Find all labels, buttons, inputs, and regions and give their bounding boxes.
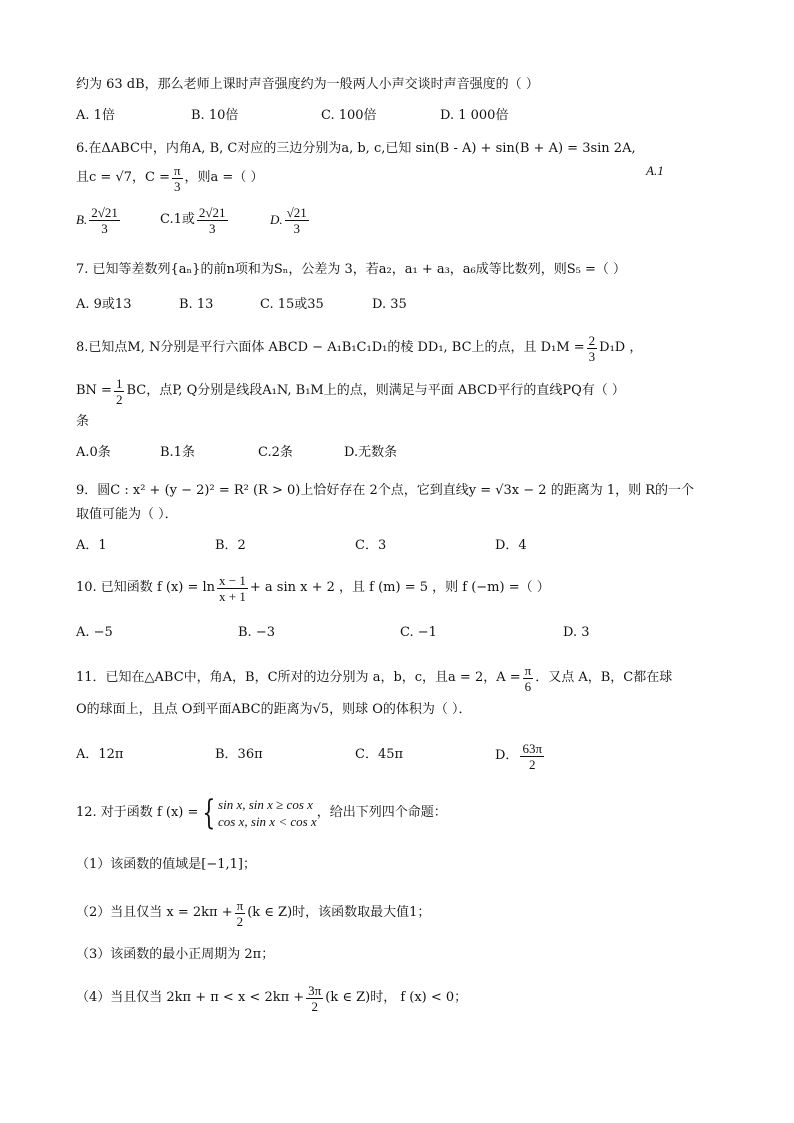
q11-line2: O的球面上，且点 O到平面ABC的距离为√5，则球 O的体积为（ ）． [76, 702, 472, 717]
q8-option-a: A.0条 [76, 445, 111, 460]
q8-line2-fraction [114, 376, 125, 407]
q12-proposition-3: （3）该函数的最小正周期为 2π； [76, 947, 275, 962]
q6-option-d-fraction [285, 205, 309, 236]
q11-option-d [495, 736, 546, 776]
q6-line2-text-a: 且c = √7，C = [76, 170, 170, 185]
q5-option-c: C. 100倍 [321, 108, 377, 123]
fraction-numerator: 3π [308, 982, 322, 998]
q8-option-c: C.2条 [258, 445, 293, 460]
q9-option-b: B．2 [215, 538, 246, 553]
q11-option-d-label: D． [495, 748, 519, 763]
q12-proposition-4 [76, 978, 467, 1018]
q10-option-b: B. −3 [238, 625, 275, 640]
q11-line1-text-b: ．又点 A，B，C都在球 [535, 670, 673, 685]
q10-stem-text-b: + a sin x + 2 ，且 f (m) = 5 ，则 f (−m) =（ ） [249, 580, 550, 595]
q12-p2-fraction [235, 898, 246, 929]
q7-option-b: B. 13 [179, 297, 214, 312]
q6-option-c [160, 200, 230, 240]
q12-p2-text-b: (k ∈ Z)时，该函数取最大值1； [247, 905, 431, 920]
q12-piecewise-cases [218, 796, 317, 830]
q6-fraction [172, 163, 183, 194]
q12-p2-text-a: （2）当且仅当 x = 2kπ + [76, 905, 233, 920]
fraction-numerator: √21 [286, 204, 307, 220]
fraction-denominator: 2 [236, 913, 244, 929]
q11-option-d-fraction [520, 741, 544, 772]
fraction-denominator: 3 [101, 220, 108, 236]
q12-p4-fraction [306, 983, 323, 1014]
fraction-denominator: x + 1 [219, 588, 246, 604]
q5-option-d: D. 1 000倍 [440, 108, 509, 123]
fraction-denominator: 3 [293, 220, 300, 236]
q6-option-c-fraction [197, 205, 228, 236]
q6-line2 [76, 160, 263, 196]
fraction-denominator: 2 [528, 756, 536, 772]
q6-option-d-label: D. [270, 212, 283, 227]
fraction-numerator: 2 [588, 332, 596, 348]
q11-line1-text-a: 11．已知在△ABC中，角A，B，C所对的边分别为 a，b，c，且a = 2，A = [76, 670, 521, 685]
fraction-numerator: π [173, 162, 181, 178]
q7-stem: 7. 已知等差数列{aₙ}的前n项和为Sₙ，公差为 3，若a₂，a₁ + a₃，a₆成等比数列，则S₅ =（ ） [76, 262, 627, 277]
q8-line1-fraction [587, 333, 598, 364]
q6-option-b [76, 200, 122, 240]
q8-line1-text-b: D₁D ， [599, 340, 643, 355]
q12-case-1: sin x, sin x ≥ cos x [218, 797, 313, 812]
q6-option-b-fraction [89, 205, 120, 236]
q10-fraction [217, 573, 248, 604]
q9-line2: 取值可能为（ ）． [76, 507, 178, 522]
q10-stem [76, 568, 550, 608]
q9-option-d: D．4 [495, 538, 527, 553]
q5-option-a: A. 1倍 [76, 108, 115, 123]
q6-option-d [270, 200, 311, 240]
q8-line1 [76, 328, 642, 368]
q8-line2 [76, 371, 625, 411]
q9-option-a: A．1 [76, 538, 107, 553]
q6-line2-text-b: ，则a =（ ） [184, 170, 264, 185]
q6-option-b-label: B. [76, 212, 88, 227]
q10-option-a: A. −5 [76, 625, 113, 640]
fraction-numerator: π [236, 897, 244, 913]
q10-option-c: C. −1 [400, 625, 437, 640]
q9-option-c: C．3 [355, 538, 387, 553]
fraction-denominator: 3 [588, 348, 596, 364]
q6-option-a: A.1 [646, 163, 664, 178]
q5-stem: 约为 63 dB，那么老师上课时声音强度约为一般两人小声交谈时声音强度的（ ） [76, 77, 539, 92]
q9-line1: 9．圆C : x² + (y − 2)² = R² (R > 0)上恰好存在 2个点，它到直线y = √3x − 2 的距离为 1，则 R的一个 [76, 483, 695, 498]
fraction-numerator: 2√21 [198, 204, 226, 220]
q10-option-d: D. 3 [563, 625, 590, 640]
q8-option-d: D.无数条 [344, 445, 398, 460]
q12-stem [76, 790, 447, 836]
q12-p4-text-a: （4）当且仅当 2kπ + π < x < 2kπ + [76, 990, 305, 1005]
q12-proposition-2 [76, 893, 430, 933]
fraction-denominator: 6 [524, 678, 532, 694]
q12-case-2: cos x, sin x < cos x [218, 814, 317, 829]
fraction-denominator: 3 [174, 178, 181, 194]
q8-line2-text-a: BN = [76, 383, 112, 398]
left-brace-icon: { [202, 793, 216, 833]
q12-p4-text-b: (k ∈ Z)时， f (x) < 0； [325, 990, 468, 1005]
q12-stem-text-b: ，给出下列四个命题： [316, 805, 447, 820]
q12-proposition-1: （1）该函数的值域是[−1,1]； [76, 857, 256, 872]
q10-stem-text-a: 10. 已知函数 f (x) = ln [76, 580, 216, 595]
fraction-numerator: 63π [522, 740, 543, 756]
q11-line1 [76, 658, 672, 698]
fraction-denominator: 2 [311, 998, 318, 1014]
fraction-numerator: π [524, 662, 532, 678]
fraction-numerator: 2√21 [91, 204, 118, 220]
q11-fraction [523, 663, 534, 694]
fraction-numerator: x − 1 [219, 572, 246, 588]
q8-line3: 条 [76, 414, 90, 429]
q5-option-b: B. 10倍 [191, 108, 239, 123]
q11-option-b: B．36π [215, 747, 263, 762]
q6-line1: 6.在ΔABC中，内角A, B, C对应的三边分别为a, b, c,已知 sin(B - A) + sin(B + A) = 3sin 2A, [76, 141, 636, 156]
fraction-denominator: 2 [115, 391, 123, 407]
q8-option-b: B.1条 [160, 445, 195, 460]
q8-line2-text-b: BC，点P, Q分别是线段A₁N, B₁M上的点，则满足与平面 ABCD平行的直线PQ有（ ） [126, 383, 625, 398]
q7-option-d: D. 35 [372, 297, 407, 312]
q7-option-c: C. 15或35 [260, 297, 324, 312]
q6-option-c-label: C.1或 [160, 212, 195, 227]
q7-option-a: A. 9或13 [76, 297, 132, 312]
q11-option-c: C．45π [355, 747, 404, 762]
q11-option-a: A．12π [76, 747, 124, 762]
fraction-denominator: 3 [208, 220, 216, 236]
fraction-numerator: 1 [115, 375, 123, 391]
q8-line1-text-a: 8.已知点M, N分别是平行六面体 ABCD − A₁B₁C₁D₁的棱 DD₁, BC上的点，且 D₁M = [76, 340, 585, 355]
q12-stem-text-a: 12. 对于函数 f (x) = [76, 805, 199, 820]
